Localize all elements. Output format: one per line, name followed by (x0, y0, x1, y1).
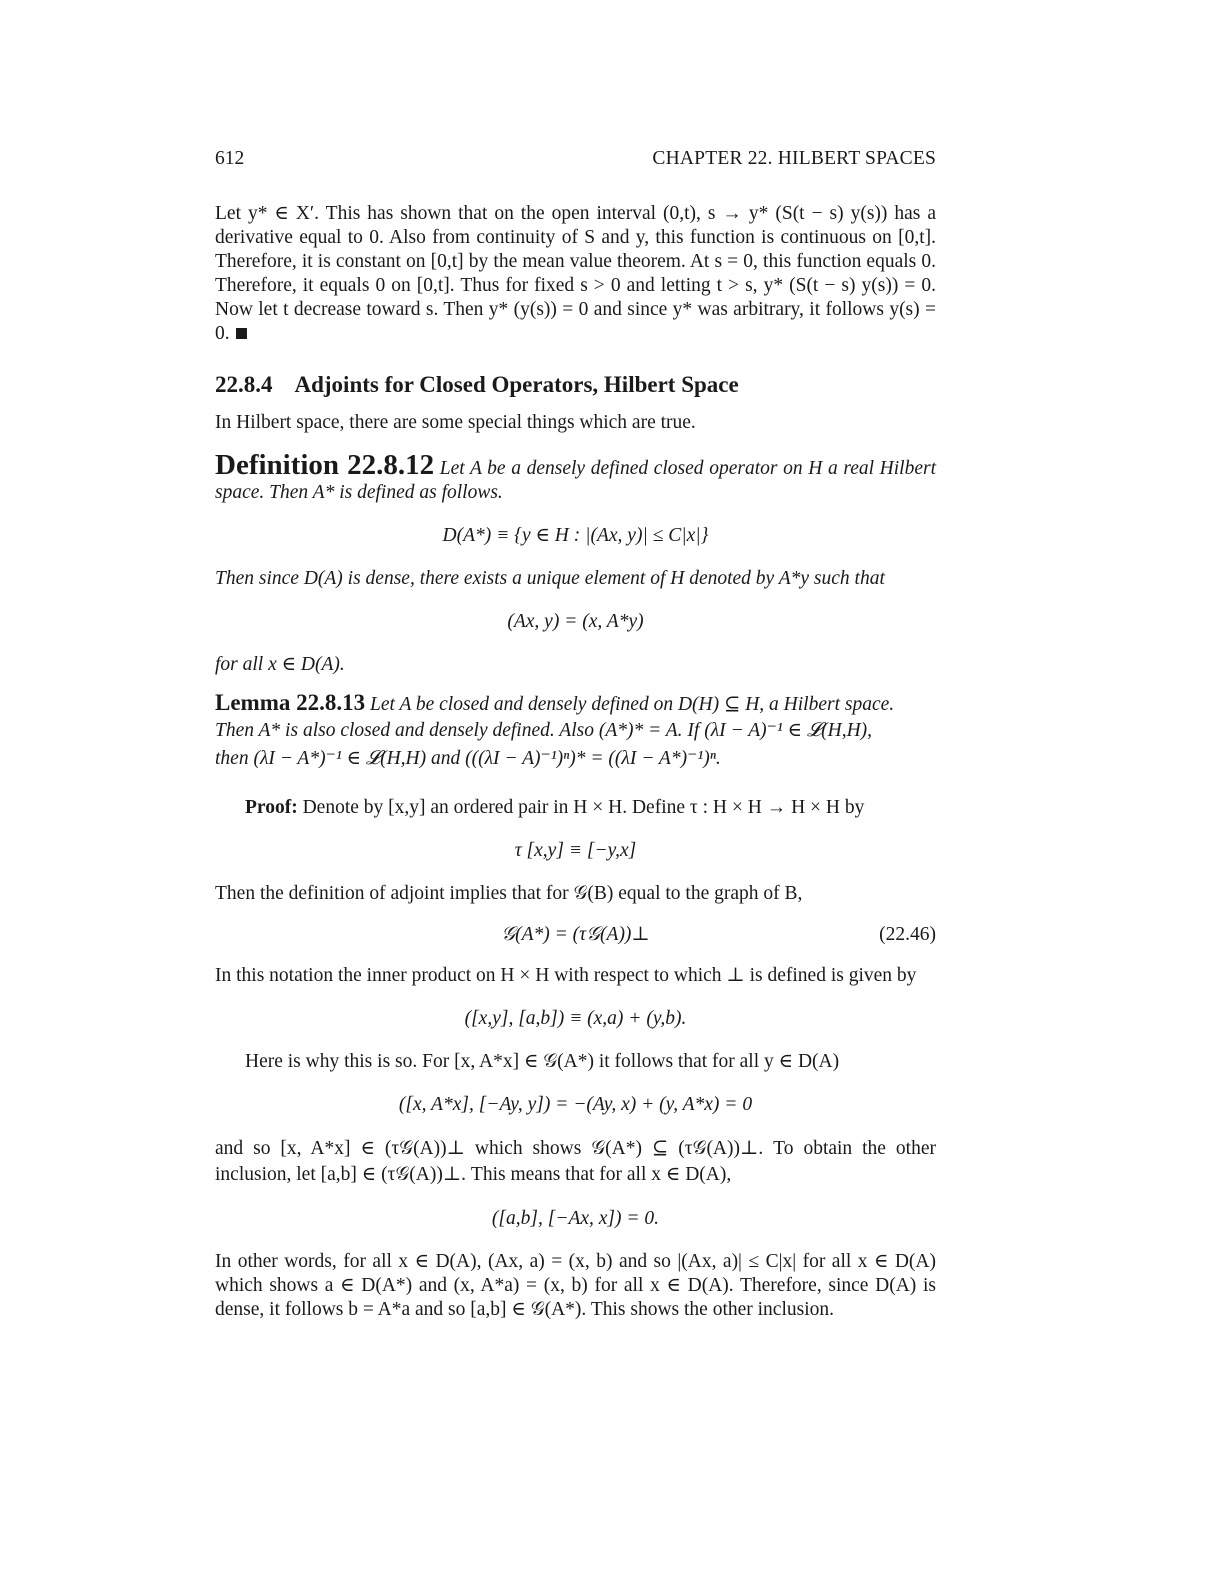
lemma-line-2: Then A* is also closed and densely defined. Also (A*)* = A. If (λI − A)⁻¹ ∈ 𝓛(H,H), (215, 720, 873, 741)
definition-block (215, 449, 937, 505)
lemma-label: Lemma 22.8.13 (215, 690, 366, 715)
proof-paragraph-1 (215, 796, 936, 820)
section-heading (215, 373, 936, 397)
page-body (215, 202, 936, 1322)
section-intro: In Hilbert space, there are some special things which are true. (215, 412, 696, 433)
definition-equation-adjoint: (Ax, y) = (x, A*y) (507, 611, 644, 632)
proof-equation-tau: τ [x,y] ≡ [−y,x] (514, 840, 637, 861)
definition-text-2: Then since D(A) is dense, there exists a unique element of H denoted by A*y such that (215, 568, 885, 589)
proof-text-4: Here is why this is so. For [x, A*x] ∈ 𝒢(A*) it follows that for all y ∈ D(A) (245, 1051, 840, 1072)
lemma-line-3: then (λI − A*)⁻¹ ∈ 𝓛(H,H) and (((λI − A)⁻¹)ⁿ)* = ((λI − A*)⁻¹)ⁿ. (215, 748, 721, 769)
section-title: Adjoints for Closed Operators, Hilbert Space (294, 372, 739, 397)
page-header (215, 148, 936, 174)
proof-label: Proof: (245, 797, 298, 818)
proof-text-1: Denote by [x,y] an ordered pair in H × H. Define τ : H × H → H × H by (302, 797, 865, 818)
definition-text-3: for all x ∈ D(A). (215, 654, 345, 675)
proof-text-2: Then the definition of adjoint implies that for 𝒢(B) equal to the graph of B, (215, 883, 803, 904)
equation-number: (22.46) (879, 924, 936, 945)
definition-label: Definition 22.8.12 (215, 449, 435, 481)
proof-text-6: In other words, for all x ∈ D(A), (Ax, a) = (x, b) and so |(Ax, a)| ≤ C|x| for all x ∈ D(A) which shows a ∈ D(A*) and (x, A*a) = (x, b) for all x ∈ D(A). Therefore, since D(A) is dense, it follows b = A*a and so [a,b] ∈ 𝒢(A*). This shows the other inclusion. (215, 1251, 936, 1320)
proof-equation-zero: ([x, A*x], [−Ay, y]) = −(Ay, x) + (y, A*x) = 0 (398, 1094, 753, 1115)
proof-equation-inner-product: ([x,y], [a,b]) ≡ (x,a) + (y,b). (464, 1008, 687, 1029)
definition-text: Let A be a densely defined closed operator on H a real Hilbert space. Then A* is defined as follows. (215, 458, 937, 503)
equation-graph-text: 𝒢(A*) = (τ𝒢(A))⊥ (501, 924, 650, 945)
proof-text-5: and so [x, A*x] ∈ (τ𝒢(A))⊥ which shows 𝒢(A*) ⊆ (τ𝒢(A))⊥. To obtain the other inclusion, let [a,b] ∈ (τ𝒢(A))⊥. This means that for all x ∈ D(A), (215, 1138, 936, 1185)
proof-equation-graph (215, 923, 936, 947)
section-number: 22.8.4 (215, 372, 273, 397)
proof-text-3: In this notation the inner product on H × H with respect to which ⊥ is defined is given by (215, 965, 917, 986)
paragraph-continuation (215, 202, 936, 346)
lemma-block (215, 691, 936, 774)
definition-equation-domain: D(A*) ≡ {y ∈ H : |(Ax, y)| ≤ C|x|} (442, 525, 709, 546)
proof-equation-ab: ([a,b], [−Ax, x]) = 0. (491, 1208, 660, 1229)
lemma-text-1: Let A be closed and densely defined on D(H) ⊆ H, a Hilbert space. (370, 694, 895, 715)
qed-square-icon (236, 328, 247, 339)
chapter-title: CHAPTER 22. HILBERT SPACES (652, 148, 936, 169)
lemma-line-1 (215, 691, 936, 717)
paragraph-text: Let y* ∈ X′. This has shown that on the open interval (0,t), s → y* (S(t − s) y(s)) has a derivative equal to 0. Also from continuity of S and y, this function is continuous on [0,t]. Therefore, it is constant on [0,t] by the mean value theorem. At s = 0, this function equals 0. Therefore, it equals 0 on [0,t]. Thus for fixed s > 0 and letting t > s, y* (S(t − s) y(s)) = 0. Now let t decrease toward s. Then y* (y(s)) = 0 and since y* was arbitrary, it follows y(s) = 0. (215, 203, 936, 344)
page-number: 612 (215, 148, 245, 169)
